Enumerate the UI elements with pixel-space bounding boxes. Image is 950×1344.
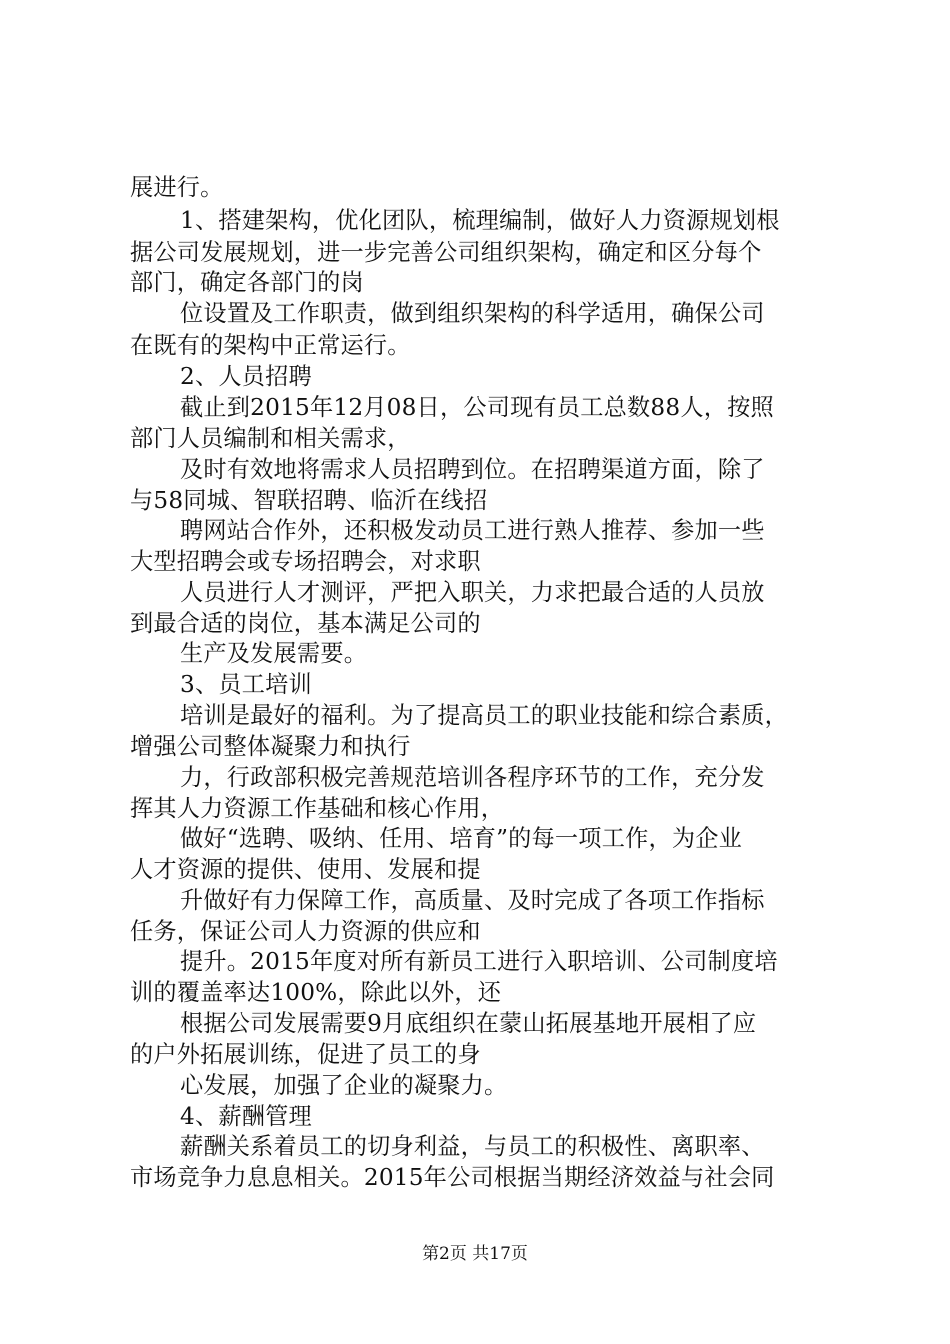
text-line: 与58同城、智联招聘、临沂在线招 — [130, 487, 488, 514]
text-line: 训的覆盖率达100%，除此以外，还 — [130, 979, 502, 1006]
text-line: 的户外拓展训练，促进了员工的身 — [130, 1041, 481, 1068]
section-heading: 4、薪酬管理 — [180, 1103, 312, 1130]
text-line: 据公司发展规划，进一步完善公司组织架构，确定和区分每个 — [130, 239, 762, 266]
text-line: 截止到2015年12月08日，公司现有员工总数88人，按照 — [180, 394, 774, 421]
text-line: 展进行。 — [130, 174, 224, 201]
text-line: 培训是最好的福利。为了提高员工的职业技能和综合素质， — [180, 702, 789, 729]
text-line: 薪酬关系着员工的切身利益，与员工的积极性、离职率、 — [180, 1133, 765, 1160]
text-line: 市场竞争力息息相关。2015年公司根据当期经济效益与社会同 — [130, 1164, 775, 1191]
text-line: 位设置及工作职责，做到组织架构的科学适用，确保公司 — [180, 300, 765, 327]
text-line: 提升。2015年度对所有新员工进行入职培训、公司制度培 — [180, 948, 778, 975]
text-line: 1、搭建架构，优化团队，梳理编制，做好人力资源规划根 — [180, 207, 780, 234]
text-line: 大型招聘会或专场招聘会，对求职 — [130, 548, 481, 575]
text-line: 挥其人力资源工作基础和核心作用， — [130, 795, 505, 822]
section-heading: 2、人员招聘 — [180, 363, 312, 390]
text-line: 聘网站合作外，还积极发动员工进行熟人推荐、参加一些 — [180, 517, 765, 544]
text-line: 部门，确定各部门的岗 — [130, 269, 364, 296]
text-line: 在既有的架构中正常运行。 — [130, 332, 411, 359]
text-line: 到最合适的岗位，基本满足公司的 — [130, 610, 481, 637]
text-line: 根据公司发展需要9月底组织在蒙山拓展基地开展相了应 — [180, 1010, 757, 1037]
text-line: 心发展，加强了企业的凝聚力。 — [180, 1072, 508, 1099]
text-line: 人才资源的提供、使用、发展和提 — [130, 856, 481, 883]
page-footer: 第2页 共17页 — [422, 1244, 528, 1264]
text-line: 人员进行人才测评，严把入职关，力求把最合适的人员放 — [180, 579, 765, 606]
text-line: 做好“选聘、吸纳、任用、培育”的每一项工作，为企业 — [180, 825, 743, 852]
text-line: 力，行政部积极完善规范培训各程序环节的工作，充分发 — [180, 764, 765, 791]
text-line: 部门人员编制和相关需求， — [130, 425, 411, 452]
text-line: 任务，保证公司人力资源的供应和 — [130, 918, 481, 945]
section-heading: 3、员工培训 — [180, 671, 312, 698]
text-line: 升做好有力保障工作，高质量、及时完成了各项工作指标 — [180, 887, 765, 914]
text-line: 生产及发展需要。 — [180, 640, 368, 667]
text-line: 及时有效地将需求人员招聘到位。在招聘渠道方面，除了 — [180, 456, 765, 483]
text-line: 增强公司整体凝聚力和执行 — [130, 733, 411, 760]
